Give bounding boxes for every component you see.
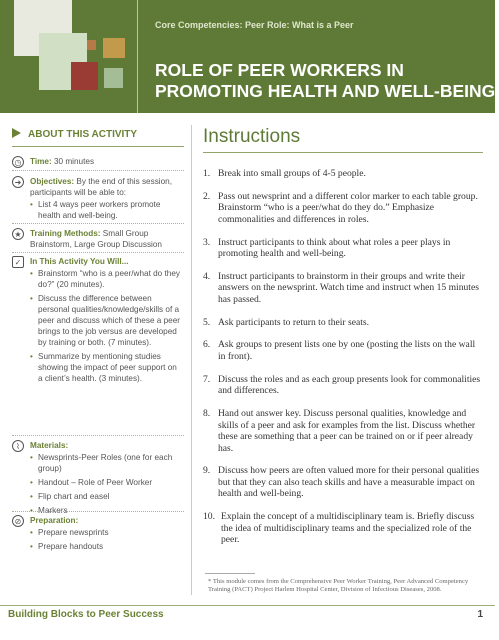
- step-text: Pass out newsprint and a different color marker to each table group. Brainstorm “who is a peer/what do they do.” Emphasize commonalities and differences in roles.: [218, 190, 478, 225]
- step-number: 5.: [203, 316, 211, 328]
- instruction-step: [203, 191, 483, 226]
- instruction-step: [203, 317, 483, 329]
- step-number: 3.: [203, 236, 211, 248]
- triangle-right-icon: [12, 128, 21, 138]
- objectives-label: Objectives:: [30, 177, 75, 186]
- instruction-steps: [203, 168, 483, 557]
- step-number: 9.: [203, 465, 211, 477]
- step-number: 4.: [203, 270, 211, 282]
- decor-square: [71, 62, 98, 90]
- dotted-divider: [12, 511, 184, 512]
- methods-label: Training Methods:: [30, 229, 101, 238]
- column-divider: [191, 125, 192, 595]
- methods-text: Small Group Brainstorm, Large Group Discussion: [30, 229, 162, 249]
- checkbox-icon: ✓: [12, 256, 24, 268]
- list-item: • Newsprints-Peer Roles (one for each group): [30, 452, 182, 474]
- step-text: Ask groups to present lists one by one (posting the lists on the wall in front).: [218, 339, 476, 362]
- step-text: Break into small groups of 4-5 people.: [218, 168, 366, 179]
- paperclip-icon: ⌇: [12, 440, 24, 452]
- title-line-2: PROMOTING HEALTH AND WELL-BEING: [155, 81, 496, 101]
- page-number: 1: [477, 609, 483, 620]
- step-text: Ask participants to return to their seats.: [218, 316, 370, 328]
- instruction-step: [203, 237, 483, 260]
- dotted-divider: [12, 435, 184, 436]
- step-text: Hand out answer key. Discuss personal qualities, knowledge and skills of a peer and ask for examples from the list. Discuss whether these are something that a peer can be trained on or if peer already has.: [218, 408, 476, 454]
- instruction-step: [203, 168, 483, 180]
- footnote-rule: [205, 573, 255, 574]
- page-title: [155, 60, 499, 102]
- will-label: In This Activity You Will...: [30, 257, 129, 266]
- time-label: Time:: [30, 157, 52, 166]
- instruction-step: [203, 339, 483, 362]
- list-item: • Prepare handouts: [30, 541, 182, 552]
- sidebar-heading: [12, 128, 184, 140]
- decor-square: [87, 40, 96, 50]
- list-item: • Handout – Role of Peer Worker: [30, 477, 182, 488]
- objectives-text: By the end of this session, participants will be able to:: [30, 177, 172, 197]
- instruction-step: [203, 511, 483, 546]
- list-item: • Flip chart and easel: [30, 491, 182, 502]
- instruction-step: [203, 271, 483, 306]
- instruction-step: [203, 465, 483, 500]
- step-number: 8.: [203, 408, 211, 420]
- star-circle-icon: ★: [12, 228, 24, 240]
- header-subtitle: Core Competencies: Peer Role: What is a Peer: [155, 20, 354, 30]
- step-number: 1.: [203, 168, 211, 179]
- clock-icon: ◷: [12, 156, 24, 168]
- step-text: Instruct participants to brainstorm in their groups and write their answers on the newsprint. Watch time and instruct when 15 minutes has passed.: [218, 270, 479, 305]
- footer-title: Building Blocks to Peer Success: [8, 609, 164, 620]
- step-text: Discuss the roles and as each group presents look for commonalities and differences.: [218, 373, 481, 397]
- title-line-1: ROLE OF PEER WORKERS IN: [155, 60, 404, 80]
- list-item: • Brainstorm “who is a peer/what do they do?” (20 minutes).: [30, 268, 182, 290]
- footnote: * This module comes from the Comprehensive Peer Worker Training, Peer Advanced Competency Training (PACT) Project Harlem Hospital Center, Division of Infectious Diseases, 2008.: [208, 578, 469, 594]
- instructions-heading: Instructions: [203, 126, 301, 147]
- preparation-label: Preparation:: [30, 516, 79, 525]
- decor-square: [104, 68, 123, 88]
- list-item: • Discuss the difference between personal qualities/knowledge/skills of a peer and discuss which of these a peer brings to the job versus are developed by training or both. (7 minutes).: [30, 293, 182, 348]
- header-divider: [137, 0, 138, 113]
- dotted-divider: [12, 170, 184, 171]
- no-sign-icon: ⊘: [12, 515, 24, 527]
- decor-square: [103, 38, 125, 58]
- materials-label: Materials:: [30, 441, 69, 450]
- step-number: 10.: [203, 511, 215, 523]
- step-number: 7.: [203, 373, 211, 385]
- time-value: 30 minutes: [53, 157, 95, 166]
- instruction-step: [203, 374, 483, 397]
- footer-rule: [0, 605, 495, 606]
- instruction-step: [203, 408, 483, 454]
- instructions-rule: [203, 152, 483, 153]
- dotted-divider: [12, 252, 184, 253]
- sidebar-rule: [12, 146, 184, 147]
- list-item: • List 4 ways peer workers promote health and well-being.: [30, 199, 182, 221]
- arrow-circle-icon: ➜: [12, 176, 24, 188]
- header-banner: [0, 0, 499, 113]
- step-text: Discuss how peers are often valued more for their personal qualities but that they can also teach skills and have a measurable impact on health and well-being.: [218, 465, 480, 500]
- step-text: Instruct participants to think about what roles a peer plays in promoting health and well-being.: [218, 236, 451, 260]
- sidebar-heading-text: ABOUT THIS ACTIVITY: [28, 129, 138, 140]
- list-item: • Markers: [30, 505, 182, 516]
- dotted-divider: [12, 223, 184, 224]
- step-number: 6.: [203, 339, 211, 351]
- list-item: • Prepare newsprints: [30, 527, 182, 538]
- step-text: Explain the concept of a multidisciplinary team is. Briefly discuss the idea of multidisciplinary teams and the specialized role of the peer.: [221, 511, 475, 546]
- step-number: 2.: [203, 190, 211, 202]
- list-item: • Summarize by mentioning studies showing the impact of peer support on a client’s health. (3 minutes).: [30, 351, 182, 384]
- title-footnote-mark: *: [495, 84, 499, 94]
